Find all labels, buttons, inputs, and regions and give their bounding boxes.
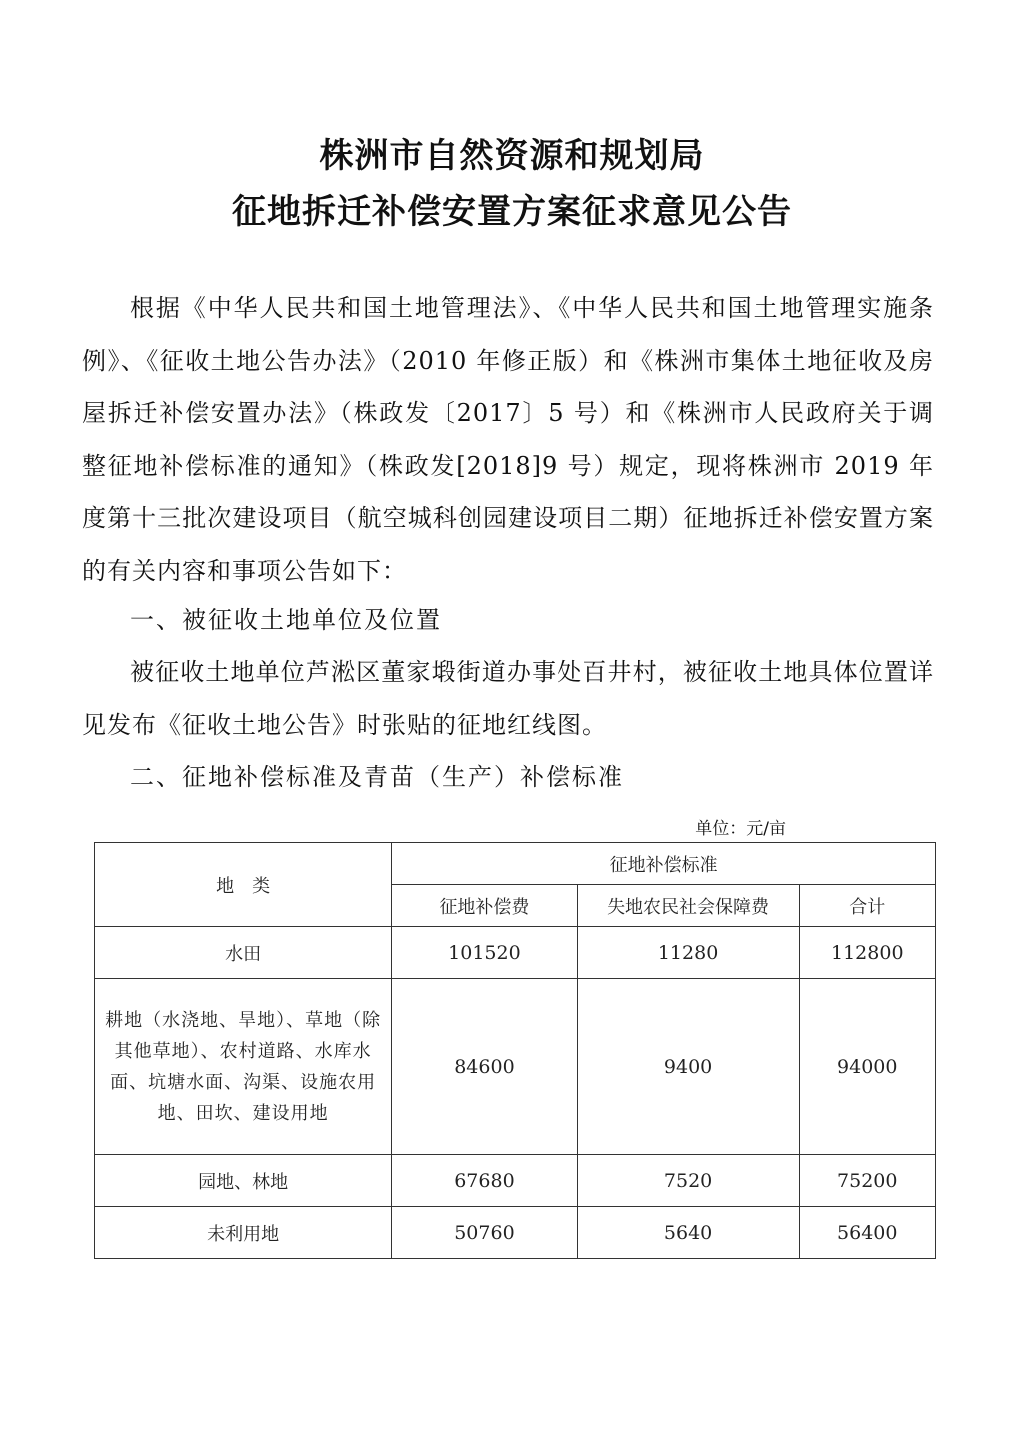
intro-paragraph: 根据《中华人民共和国土地管理法》、《中华人民共和国土地管理实施条例》、《征收土地公告办法》（2010 年修正版）和《株洲市集体土地征收及房屋拆迁补偿安置办法》（株政发〔2017〕5 号）和《株洲市人民政府关于调整征地补偿标准的通知》（株政发[2018]9 号）规定，现将株洲市 2019 年度第十三批次建设项目（航空城科创园建设项目二期）征地拆迁补偿安置方案的有关内容和事项公告如下： [82,294,934,585]
cell-social-security: 7520 [577,1155,799,1207]
cell-social-security: 5640 [577,1207,799,1259]
header-compensation-standard: 征地补偿标准 [392,843,936,885]
table-row [95,1207,936,1259]
table-unit-label: 单位：元/亩 [695,819,786,839]
table-row [95,979,936,1155]
document-title [0,128,1024,240]
cell-total: 56400 [799,1207,935,1259]
title-line-1: 株洲市自然资源和规划局 [319,136,705,176]
header-land-fee: 征地补偿费 [392,885,577,927]
header-total: 合计 [799,885,935,927]
section-1-heading: 一、被征收土地单位及位置 [130,606,442,634]
cell-land-type: 耕地（水浇地、旱地）、草地（除其他草地）、农村道路、水库水面、坑塘水面、沟渠、设施农用地、田坎、建设用地 [95,979,392,1155]
cell-social-security: 11280 [577,927,799,979]
cell-land-fee: 84600 [392,979,577,1155]
cell-land-fee: 101520 [392,927,577,979]
cell-total: 94000 [799,979,935,1155]
section-2-heading: 二、征地补偿标准及青苗（生产）补偿标准 [130,763,624,791]
cell-land-type: 未利用地 [95,1207,392,1259]
cell-land-type: 水田 [95,927,392,979]
cell-land-fee: 67680 [392,1155,577,1207]
section-1-body: 被征收土地单位芦淞区董家塅街道办事处百井村，被征收土地具体位置详见发布《征收土地公告》时张贴的征地红线图。 [82,658,934,739]
header-social-security: 失地农民社会保障费 [577,885,799,927]
cell-land-type: 园地、林地 [95,1155,392,1207]
table-header-row [95,843,936,885]
compensation-table [94,842,936,1259]
header-land-type: 地 类 [95,843,392,927]
cell-total: 75200 [799,1155,935,1207]
cell-total: 112800 [799,927,935,979]
title-line-2: 征地拆迁补偿安置方案征求意见公告 [232,192,792,232]
table-row [95,927,936,979]
cell-social-security: 9400 [577,979,799,1155]
cell-land-fee: 50760 [392,1207,577,1259]
table-row [95,1155,936,1207]
